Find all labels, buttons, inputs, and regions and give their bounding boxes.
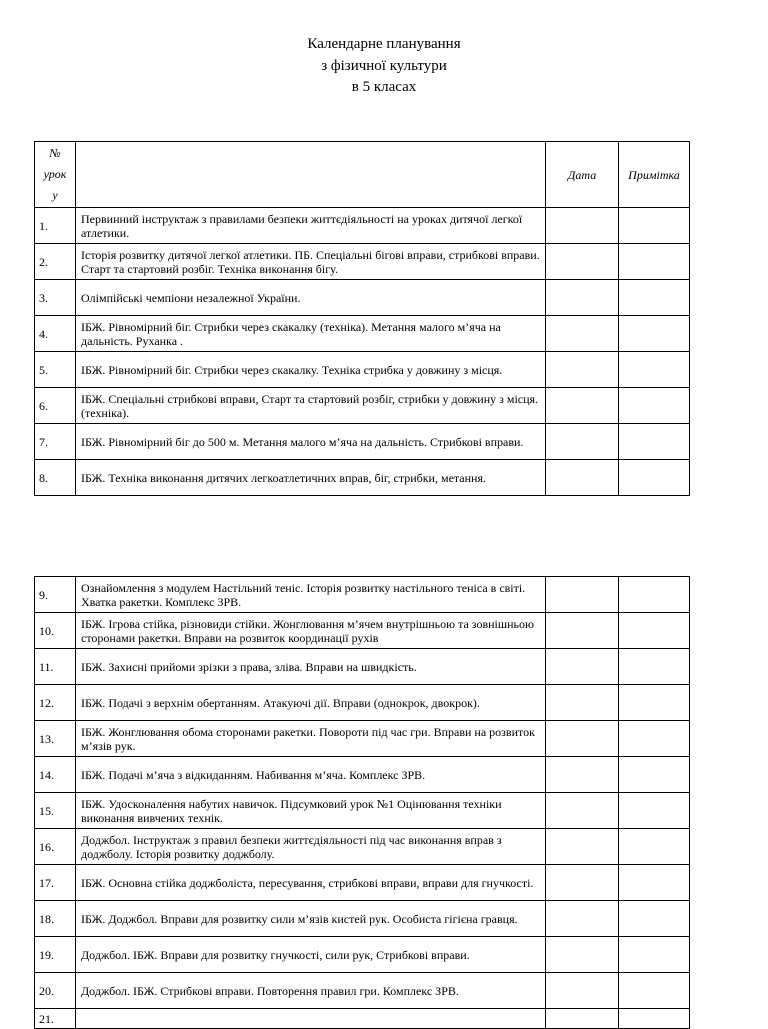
table-row — [35, 685, 690, 721]
lesson-date-cell — [546, 937, 619, 973]
lesson-topic-cell: Первинний інструктаж з правилами безпеки життєдіяльності на уроках дитячої легкої атлетики. — [76, 208, 546, 244]
table-row — [35, 460, 690, 496]
table-row — [35, 613, 690, 649]
lesson-date-cell — [546, 577, 619, 613]
lesson-note-cell — [619, 577, 690, 613]
lesson-number-cell: 19. — [35, 937, 76, 973]
lesson-date-cell — [546, 865, 619, 901]
lesson-date-cell — [546, 649, 619, 685]
lesson-note-cell — [619, 865, 690, 901]
lesson-number-cell: 7. — [35, 424, 76, 460]
lesson-topic-cell: ІБЖ. Жонглювання обома сторонами ракетки. Повороти під час гри. Вправи на розвиток м’язів рук. — [76, 721, 546, 757]
table-row — [35, 208, 690, 244]
lesson-note-cell — [619, 829, 690, 865]
title-line-1: Календарне планування — [307, 36, 461, 52]
lesson-topic-cell: ІБЖ. Подачі м’яча з відкиданням. Набивання м’яча. Комплекс ЗРВ. — [76, 757, 546, 793]
lesson-topic-cell: ІБЖ. Техніка виконання дитячих легкоатлетичних вправ, біг, стрибки, метання. — [76, 460, 546, 496]
lesson-number-cell: 2. — [35, 244, 76, 280]
header-note: Примітка — [619, 142, 690, 208]
lesson-date-cell — [546, 244, 619, 280]
table-header-row — [35, 142, 690, 208]
header-number-line-3: у — [52, 188, 58, 202]
header-topic — [76, 142, 546, 208]
lesson-number-cell: 18. — [35, 901, 76, 937]
lesson-note-cell — [619, 388, 690, 424]
table-row — [35, 577, 690, 613]
lesson-topic-cell: Історія розвитку дитячої легкої атлетики. ПБ. Спеціальні бігові вправи, стрибкові вправи. Старт та стартовий розбіг. Техніка виконання бігу. — [76, 244, 546, 280]
lesson-date-cell — [546, 973, 619, 1009]
lesson-topic-cell: Олімпійські чемпіони незалежної України. — [76, 280, 546, 316]
lesson-date-cell — [546, 613, 619, 649]
header-number-line-2: урок — [43, 167, 67, 181]
lesson-note-cell — [619, 901, 690, 937]
lesson-note-cell — [619, 685, 690, 721]
lesson-note-cell — [619, 208, 690, 244]
table-row — [35, 757, 690, 793]
lesson-topic-cell: Доджбол. ІБЖ. Стрибкові вправи. Повторення правил гри. Комплекс ЗРВ. — [76, 973, 546, 1009]
lesson-number-cell: 15. — [35, 793, 76, 829]
lesson-note-cell — [619, 280, 690, 316]
lesson-date-cell — [546, 280, 619, 316]
header-lesson-number — [35, 142, 76, 208]
lesson-table-part-1 — [34, 141, 690, 496]
lesson-topic-cell: ІБЖ. Удосконалення набутих навичок. Підсумковий урок №1 Оцінювання техніки виконання вивчених технік. — [76, 793, 546, 829]
lesson-topic-cell: ІБЖ. Ігрова стійка, різновиди стійки. Жонглювання м’ячем внутрішньою та зовнішньою сторонами ракетки. Вправи на розвиток координації рухів — [76, 613, 546, 649]
lesson-number-cell: 1. — [35, 208, 76, 244]
lesson-date-cell — [546, 793, 619, 829]
lesson-topic-cell: ІБЖ. Захисні прийоми зрізки з права, зліва. Вправи на швидкість. — [76, 649, 546, 685]
lesson-topic-cell: ІБЖ. Рівномірний біг. Стрибки через скакалку. Техніка стрибка у довжину з місця. — [76, 352, 546, 388]
lesson-number-cell: 13. — [35, 721, 76, 757]
table-row — [35, 244, 690, 280]
lesson-date-cell — [546, 829, 619, 865]
lesson-number-cell: 20. — [35, 973, 76, 1009]
lesson-topic-cell: Доджбол. Інструктаж з правил безпеки життєдіяльності під час виконання вправ з доджболу. Історія розвитку доджболу. — [76, 829, 546, 865]
lesson-note-cell — [619, 352, 690, 388]
lesson-topic-cell: Доджбол. ІБЖ. Вправи для розвитку гнучкості, сили рук, Стрибкові вправи. — [76, 937, 546, 973]
title-line-2: з фізичної культури — [321, 57, 447, 74]
lesson-number-cell: 8. — [35, 460, 76, 496]
table-row — [35, 649, 690, 685]
lesson-date-cell — [546, 388, 619, 424]
lesson-note-cell — [619, 316, 690, 352]
lesson-date-cell — [546, 721, 619, 757]
lesson-note-cell — [619, 937, 690, 973]
lesson-topic-cell: ІБЖ. Основна стійка доджболіста, пересування, стрибкові вправи, вправи для гнучкості. — [76, 865, 546, 901]
lesson-number-cell: 14. — [35, 757, 76, 793]
table-body-part-2 — [35, 577, 690, 1029]
table-row — [35, 721, 690, 757]
table-row — [35, 865, 690, 901]
table-row — [35, 973, 690, 1009]
lesson-date-cell — [546, 316, 619, 352]
table-row — [35, 901, 690, 937]
lesson-note-cell — [619, 244, 690, 280]
lesson-note-cell — [619, 973, 690, 1009]
lesson-date-cell — [546, 757, 619, 793]
lesson-topic-cell — [76, 1009, 546, 1029]
header-date: Дата — [546, 142, 619, 208]
lesson-number-cell: 4. — [35, 316, 76, 352]
table-row — [35, 280, 690, 316]
lesson-number-cell: 6. — [35, 388, 76, 424]
lesson-topic-cell: Ознайомлення з модулем Настільний теніс. Історія розвитку настільного теніса в світі. Хватка ракетки. Комплекс ЗРВ. — [76, 577, 546, 613]
table-row — [35, 316, 690, 352]
lesson-number-cell: 11. — [35, 649, 76, 685]
lesson-note-cell — [619, 460, 690, 496]
table-row — [35, 1009, 690, 1029]
lesson-number-cell: 17. — [35, 865, 76, 901]
lesson-note-cell — [619, 793, 690, 829]
table-row — [35, 388, 690, 424]
table-row — [35, 793, 690, 829]
lesson-topic-cell: ІБЖ. Рівномірний біг до 500 м. Метання малого м’яча на дальність. Стрибкові вправи. — [76, 424, 546, 460]
lesson-number-cell: 10. — [35, 613, 76, 649]
lesson-note-cell — [619, 649, 690, 685]
lesson-note-cell — [619, 613, 690, 649]
lesson-number-cell: 5. — [35, 352, 76, 388]
table-row — [35, 829, 690, 865]
table-row — [35, 424, 690, 460]
lesson-note-cell — [619, 721, 690, 757]
lesson-number-cell: 16. — [35, 829, 76, 865]
lesson-number-cell: 9. — [35, 577, 76, 613]
lesson-number-cell: 3. — [35, 280, 76, 316]
table-row — [35, 937, 690, 973]
document-title — [0, 34, 768, 99]
lesson-date-cell — [546, 460, 619, 496]
lesson-topic-cell: ІБЖ. Рівномірний біг. Стрибки через скакалку (техніка). Метання малого м’яча на дальність. Руханка . — [76, 316, 546, 352]
lesson-note-cell — [619, 757, 690, 793]
lesson-topic-cell: ІБЖ. Доджбол. Вправи для розвитку сили м’язів кистей рук. Особиста гігієна гравця. — [76, 901, 546, 937]
lesson-note-cell — [619, 424, 690, 460]
lesson-number-cell: 12. — [35, 685, 76, 721]
lesson-number-cell: 21. — [35, 1009, 76, 1029]
lesson-topic-cell: ІБЖ. Спеціальні стрибкові вправи, Старт та стартовий розбіг, стрибки у довжину з місця. (техніка). — [76, 388, 546, 424]
lesson-date-cell — [546, 901, 619, 937]
lesson-table-part-2 — [34, 576, 690, 1029]
lesson-date-cell — [546, 685, 619, 721]
lesson-date-cell — [546, 352, 619, 388]
lesson-date-cell — [546, 1009, 619, 1029]
table-row — [35, 352, 690, 388]
header-number-line-1: № — [49, 146, 61, 160]
lesson-topic-cell: ІБЖ. Подачі з верхнім обертанням. Атакуючі дії. Вправи (однокрок, двокрок). — [76, 685, 546, 721]
table-body-part-1 — [35, 208, 690, 496]
lesson-date-cell — [546, 208, 619, 244]
lesson-date-cell — [546, 424, 619, 460]
lesson-note-cell — [619, 1009, 690, 1029]
title-line-3: в 5 класах — [351, 79, 417, 95]
